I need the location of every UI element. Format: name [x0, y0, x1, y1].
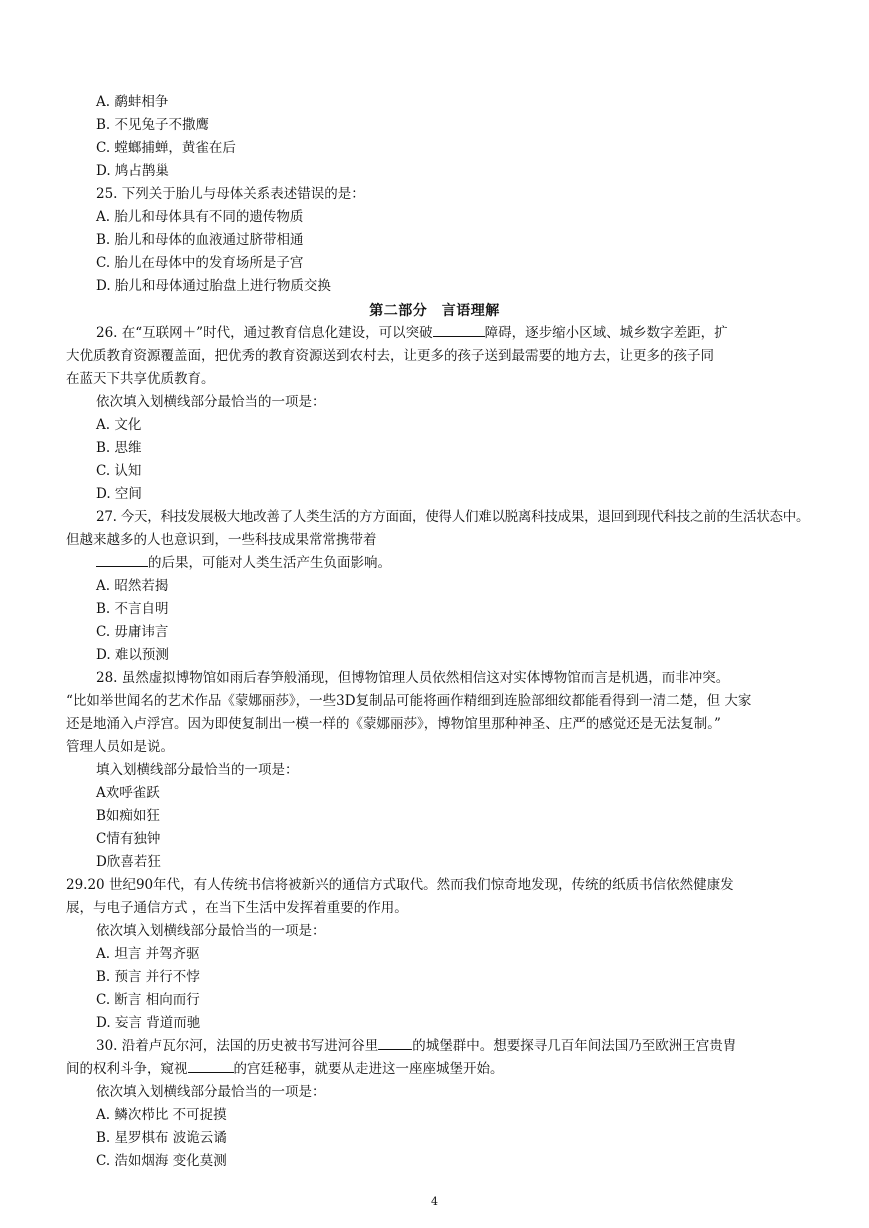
q26-blank — [433, 324, 485, 337]
q28-option-d: D欣喜若狂 — [96, 854, 161, 870]
q27-option-b: B. 不言自明 — [96, 601, 169, 617]
q27-line-1: 27. 今天，科技发展极大地改善了人类生活的方方面面，使得人们难以脱离科技成果，退回到现代科技之前的生活状态中。 — [96, 509, 810, 525]
q30-blank-1 — [378, 1037, 412, 1050]
q29-option-b: B. 预言 并行不悖 — [96, 969, 200, 985]
q28-line-1: 28. 虽然虚拟博物馆如雨后春笋般涌现，但博物馆理人员依然相信这对实体博物馆而言是机遇，而非冲突。 — [96, 670, 730, 686]
q28-line-4: 管理人员如是说。 — [66, 739, 174, 755]
q25-option-d: D. 胎儿和母体通过胎盘上进行物质交换 — [96, 278, 331, 294]
q28-option-c: C情有独钟 — [96, 831, 161, 847]
q28-prompt: 填入划横线部分最恰当的一项是： — [96, 762, 299, 778]
q25-option-b: B. 胎儿和母体的血液通过脐带相通 — [96, 232, 304, 248]
q26-prompt: 依次填入划横线部分最恰当的一项是： — [96, 394, 326, 410]
q29-option-d: D. 妄言 背道而驰 — [96, 1015, 201, 1031]
q28-line-2: “比如举世闻名的艺术作品《蒙娜丽莎》，一些3D复制品可能将画作精细到连脸部细纹都能看得到一清二楚，但 大家 — [66, 693, 752, 709]
q25-option-c: C. 胎儿在母体中的发育场所是子宫 — [96, 255, 304, 271]
q28-line-3: 还是地涌入卢浮宫。因为即使复制出一模一样的《蒙娜丽莎》，博物馆里那种神圣、庄严的感觉还是无法复制。” — [66, 716, 721, 732]
q27-blank — [96, 554, 148, 567]
q27-line-2: 但越来越多的人也意识到，一些科技成果常常携带着 — [66, 532, 377, 548]
q30-option-c: C. 浩如烟海 变化莫测 — [96, 1153, 227, 1169]
q27-line-3 — [96, 552, 391, 575]
section-title: 第二部分 言语理解 — [369, 303, 500, 319]
q26-line-1 — [96, 322, 728, 345]
q24-option-a: A. 鹬蚌相争 — [96, 94, 169, 110]
q27-option-c: C. 毋庸讳言 — [96, 624, 169, 640]
q26-line-3: 在蓝天下共享优质教育。 — [66, 371, 215, 387]
q30-text-c: 间的权利斗争，窥视 — [66, 1061, 188, 1077]
q30-text-a: 30. 沿着卢瓦尔河，法国的历史被书写进河谷里 — [96, 1038, 379, 1054]
q30-line-2 — [66, 1058, 504, 1081]
q26-option-d: D. 空间 — [96, 486, 142, 502]
page-number: 4 — [431, 1195, 438, 1208]
q30-prompt: 依次填入划横线部分最恰当的一项是： — [96, 1084, 326, 1100]
q29-line-2: 展，与电子通信方式 ，在当下生活中发挥着重要的作用。 — [66, 900, 408, 916]
q27-option-d: D. 难以预测 — [96, 647, 169, 663]
q26-option-b: B. 思维 — [96, 440, 142, 456]
q26-text-a: 26. 在“互联网＋”时代，通过教育信息化建设，可以突破 — [96, 325, 433, 341]
q30-text-b: 的城堡群中。想要探寻几百年间法国乃至欧洲王宫贵胄 — [412, 1038, 737, 1054]
q26-text-b: 障碍，逐步缩小区域、城乡数字差距，扩 — [484, 325, 728, 341]
q28-option-a: A欢呼雀跃 — [96, 785, 160, 801]
q27-text-b: 的后果，可能对人类生活产生负面影响。 — [148, 555, 391, 571]
q24-option-d: D. 鸠占鹊巢 — [96, 163, 169, 179]
q29-option-a: A. 坦言 并驾齐驱 — [96, 946, 200, 962]
q30-text-d: 的宫廷秘事，就要从走进这一座座城堡开始。 — [233, 1061, 504, 1077]
q29-line-1: 29.20 世纪90年代，有人传统书信将被新兴的通信方式取代。然而我们惊奇地发现，传统的纸质书信依然健康发 — [66, 877, 734, 893]
q30-blank-2 — [188, 1060, 234, 1073]
q30-option-b: B. 星罗棋布 波诡云谲 — [96, 1130, 227, 1146]
q29-option-c: C. 断言 相向而行 — [96, 992, 200, 1008]
q26-option-c: C. 认知 — [96, 463, 142, 479]
q30-option-a: A. 鳞次栉比 不可捉摸 — [96, 1107, 227, 1123]
q26-line-2: 大优质教育资源覆盖面，把优秀的教育资源送到农村去，让更多的孩子送到最需要的地方去，让更多的孩子同 — [66, 348, 714, 364]
q30-line-1 — [96, 1035, 736, 1058]
q25-option-a: A. 胎儿和母体具有不同的遗传物质 — [96, 209, 304, 225]
q24-option-c: C. 螳螂捕蝉，黄雀在后 — [96, 140, 236, 156]
q27-option-a: A. 昭然若揭 — [96, 578, 169, 594]
q26-option-a: A. 文化 — [96, 417, 142, 433]
q25-stem: 25. 下列关于胎儿与母体关系表述错误的是： — [96, 186, 365, 202]
q24-option-b: B. 不见兔子不撒鹰 — [96, 117, 210, 133]
q28-option-b: B如痴如狂 — [96, 808, 160, 824]
q29-prompt: 依次填入划横线部分最恰当的一项是： — [96, 923, 326, 939]
